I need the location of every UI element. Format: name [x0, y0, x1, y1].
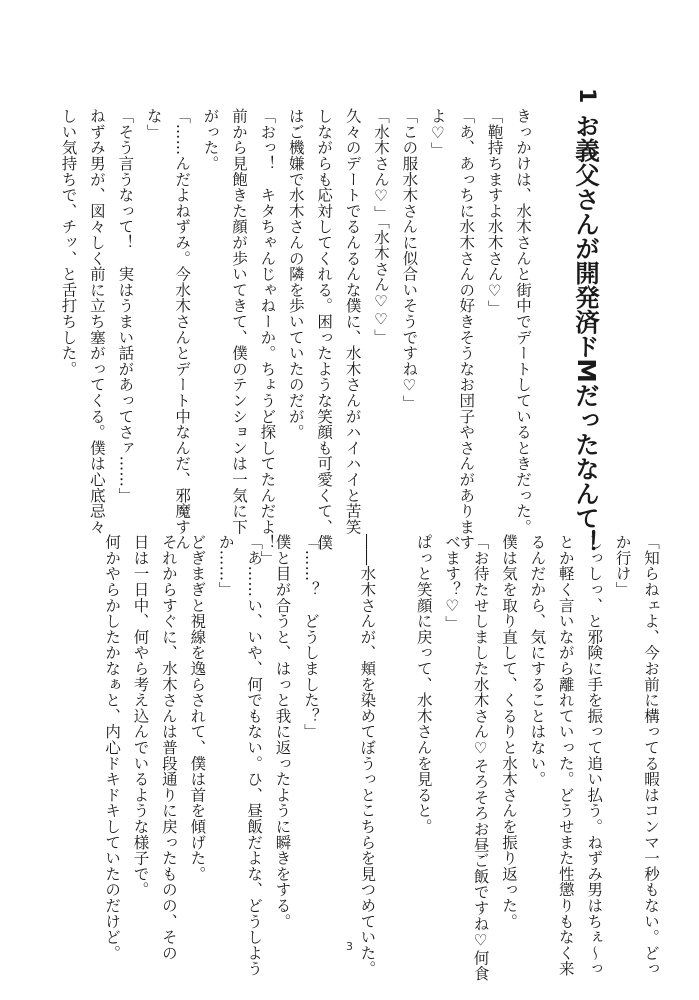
- text-line: 僕と目が合うと、はっと我に返ったように瞬きをする。: [273, 534, 292, 929]
- text-line: な」: [144, 108, 163, 140]
- text-line: それからすぐに、水木さんは普段通りに戻ったものの、その: [159, 534, 178, 961]
- chapter-title-text: お義父さんが開発済ドMだったなんて！: [572, 113, 601, 555]
- text-line: がった。: [201, 108, 220, 172]
- text-line: とか軽く言いながら離れていった。どうせまた性懲りもなく来: [556, 534, 575, 977]
- lower-text-block: [65, 534, 665, 982]
- text-line: 「……んだよねずみ。今水木さんとデート中なんだ、邪魔すん: [173, 108, 192, 551]
- text-line: 「あ……い、いや、何でもない。ひ、昼飯だよな、どうしよう: [245, 534, 264, 977]
- text-line: 「……？ どうしました？」: [301, 534, 320, 740]
- text-line: 「そう言うなって！ 実はうまい話があってさァ……」: [116, 108, 135, 503]
- text-line: 何かやらかしたかなぁと、内心ドキドキしていたのだけど。: [103, 534, 122, 961]
- text-line: はご機嫌で水木さんの隣を歩いていたのだが。: [286, 108, 305, 440]
- text-line: 「水木さん♡」「水木さん♡♡」: [371, 108, 390, 345]
- text-line: どぎまぎと視線を逸らされて、僕は首を傾げた。: [188, 534, 207, 882]
- text-line: 「知らねェよ、今お前に構ってる暇はコンマ一秒もない。どっ: [642, 534, 660, 977]
- text-line: 僕は気を取り直して、くるりと水木さんを振り返った。: [499, 534, 518, 929]
- text-line: しながらも応対してくれる。困ったような笑顔も可愛くて、僕: [315, 108, 334, 551]
- text-line: 「おっ！ キタちゃんじゃねーか。ちょうど探してたんだよ！」: [258, 108, 277, 567]
- text-line: ぱっと笑顔に戻って、水木さんを見ると。: [414, 534, 433, 835]
- text-line: 前から見飽きた顔が歩いてきて、僕のテンションは一気に下: [229, 108, 248, 535]
- page-number: 3: [346, 940, 353, 953]
- text-line: 「この服水木さんに似合いそうですね♡」: [400, 108, 419, 411]
- text-line: 「あ、あっちに水木さんの好きそうなお団子やさんがあります: [457, 108, 476, 551]
- text-line: しっしっ、と邪険に手を振って追い払う。ねずみ男はちぇ〜っ: [585, 534, 604, 977]
- chapter-title: [566, 88, 606, 555]
- text-line: るんだから、気にすることはない。: [528, 534, 547, 787]
- text-line: 「お待たせしました水木さん♡そろそろお昼ご飯ですね♡何食: [471, 534, 490, 982]
- text-line: ――水木さんが、頬を染めてぼうっとこちらを見つめていた。: [358, 534, 377, 977]
- text-line: か……」: [216, 534, 235, 598]
- text-line: きっかけは、水木さんと街中でデートしているときだった。: [514, 108, 532, 535]
- upper-text-block: [59, 108, 537, 567]
- text-line: しい気持ちで、チッ、と舌打ちした。: [59, 108, 78, 377]
- text-line: 「鞄持ちますよ水木さん♡」: [485, 108, 504, 316]
- text-line: べます？♡」: [443, 534, 462, 632]
- text-line: よ♡」: [428, 108, 447, 158]
- text-line: 久々のデートでるんるんな僕に、水木さんがハイハイと苦笑: [343, 108, 362, 535]
- text-line: か行け」: [613, 534, 632, 598]
- text-line: ねずみ男が、図々しく前に立ち塞がってくる。僕は心底忌々: [87, 108, 106, 535]
- chapter-number: 1: [574, 88, 599, 104]
- text-line: 日は一日中、何やら考え込んでいるような様子で。: [131, 534, 150, 898]
